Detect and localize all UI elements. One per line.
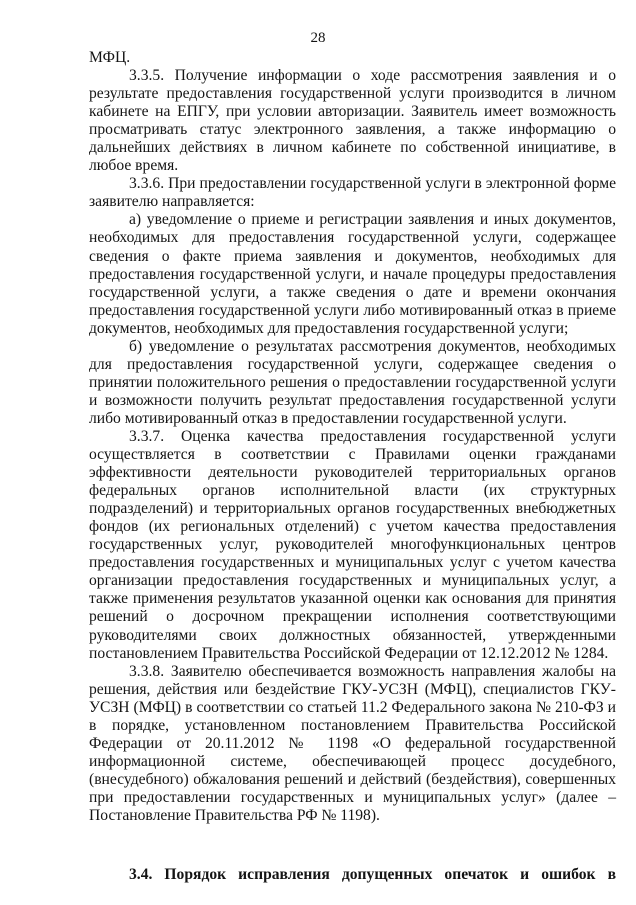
paragraph-3-3-7: 3.3.7. Оценка качества предоставления государственной услуги осуществляется в соответствии с Правилами оценки гражданами эффективности деятельности руководителей территориальных органов федеральных органов исполнительной власти (их структурных подразделений) и территориальных органов государственных внебюджетных фондов (их региональных отделений) с учетом качества предоставления государственных услуг, руководителей многофункциональных центров предоставления государственных и муниципальных услуг с учетом качества организации предоставления государственных и муниципальных услуг, а также применения результатов указанной оценки как основания для принятия решений о досрочном прекращении исполнения соответствующими руководителями своих должностных обязанностей, утвержденными постановлением Правительства Российской Федерации от 12.12.2012 № 1284. — [89, 427, 616, 662]
paragraph-item-a: а) уведомление о приеме и регистрации заявления и иных документов, необходимых для предоставления государственной услуги, содержащее сведения о факте приема заявления и документов, необходимых для предоставления государственной услуги, и начале процедуры предоставления государственной услуги, а также сведения о дате и времени окончания предоставления государственной услуги либо мотивированный отказ в приеме документов, необходимых для предоставления государственной услуги; — [89, 211, 616, 337]
section-heading-3-4: 3.4. Порядок исправления допущенных опечаток и ошибок в — [129, 866, 616, 883]
paragraph-3-3-6: 3.3.6. При предоставлении государственной услуги в электронной форме заявителю направляется: — [89, 175, 616, 211]
paragraph-3-3-5: 3.3.5. Получение информации о ходе рассмотрения заявления и о результате предоставления государственной услуги производится в личном кабинете на ЕПГУ, при условии авторизации. Заявитель имеет возможность просматривать статус электронного заявления, а также информацию о дальнейших действиях в личном кабинете по собственной инициативе, в любое время. — [89, 67, 616, 175]
paragraph-3-3-8: 3.3.8. Заявителю обеспечивается возможность направления жалобы на решения, действия или бездействие ГКУ-УСЗН (МФЦ), специалистов ГКУ-УСЗН (МФЦ) в соответствии со статьей 11.2 Федерального закона № 210-ФЗ и в порядке, установленном постановлением Правительства Российской Федерации от 20.11.2012 № 1198 «О федеральной государственной информационной системе, обеспечивающей процесс досудебного, (внесудебного) обжалования решений и действий (бездействия), совершенных при предоставлении государственных и муниципальных услуг» (далее – Постановление Правительства РФ № 1198). — [89, 662, 616, 824]
paragraph-item-b: б) уведомление о результатах рассмотрения документов, необходимых для предоставления государственной услуги, содержащее сведения о принятии положительного решения о предоставлении государственной услуги и возможности получить результат предоставления государственной услуги либо мотивированный отказ в предоставлении государственной услуги. — [89, 337, 616, 427]
document-body — [89, 49, 616, 825]
page-number: 28 — [310, 30, 326, 46]
paragraph-mfc-continuation: МФЦ. — [89, 49, 131, 66]
